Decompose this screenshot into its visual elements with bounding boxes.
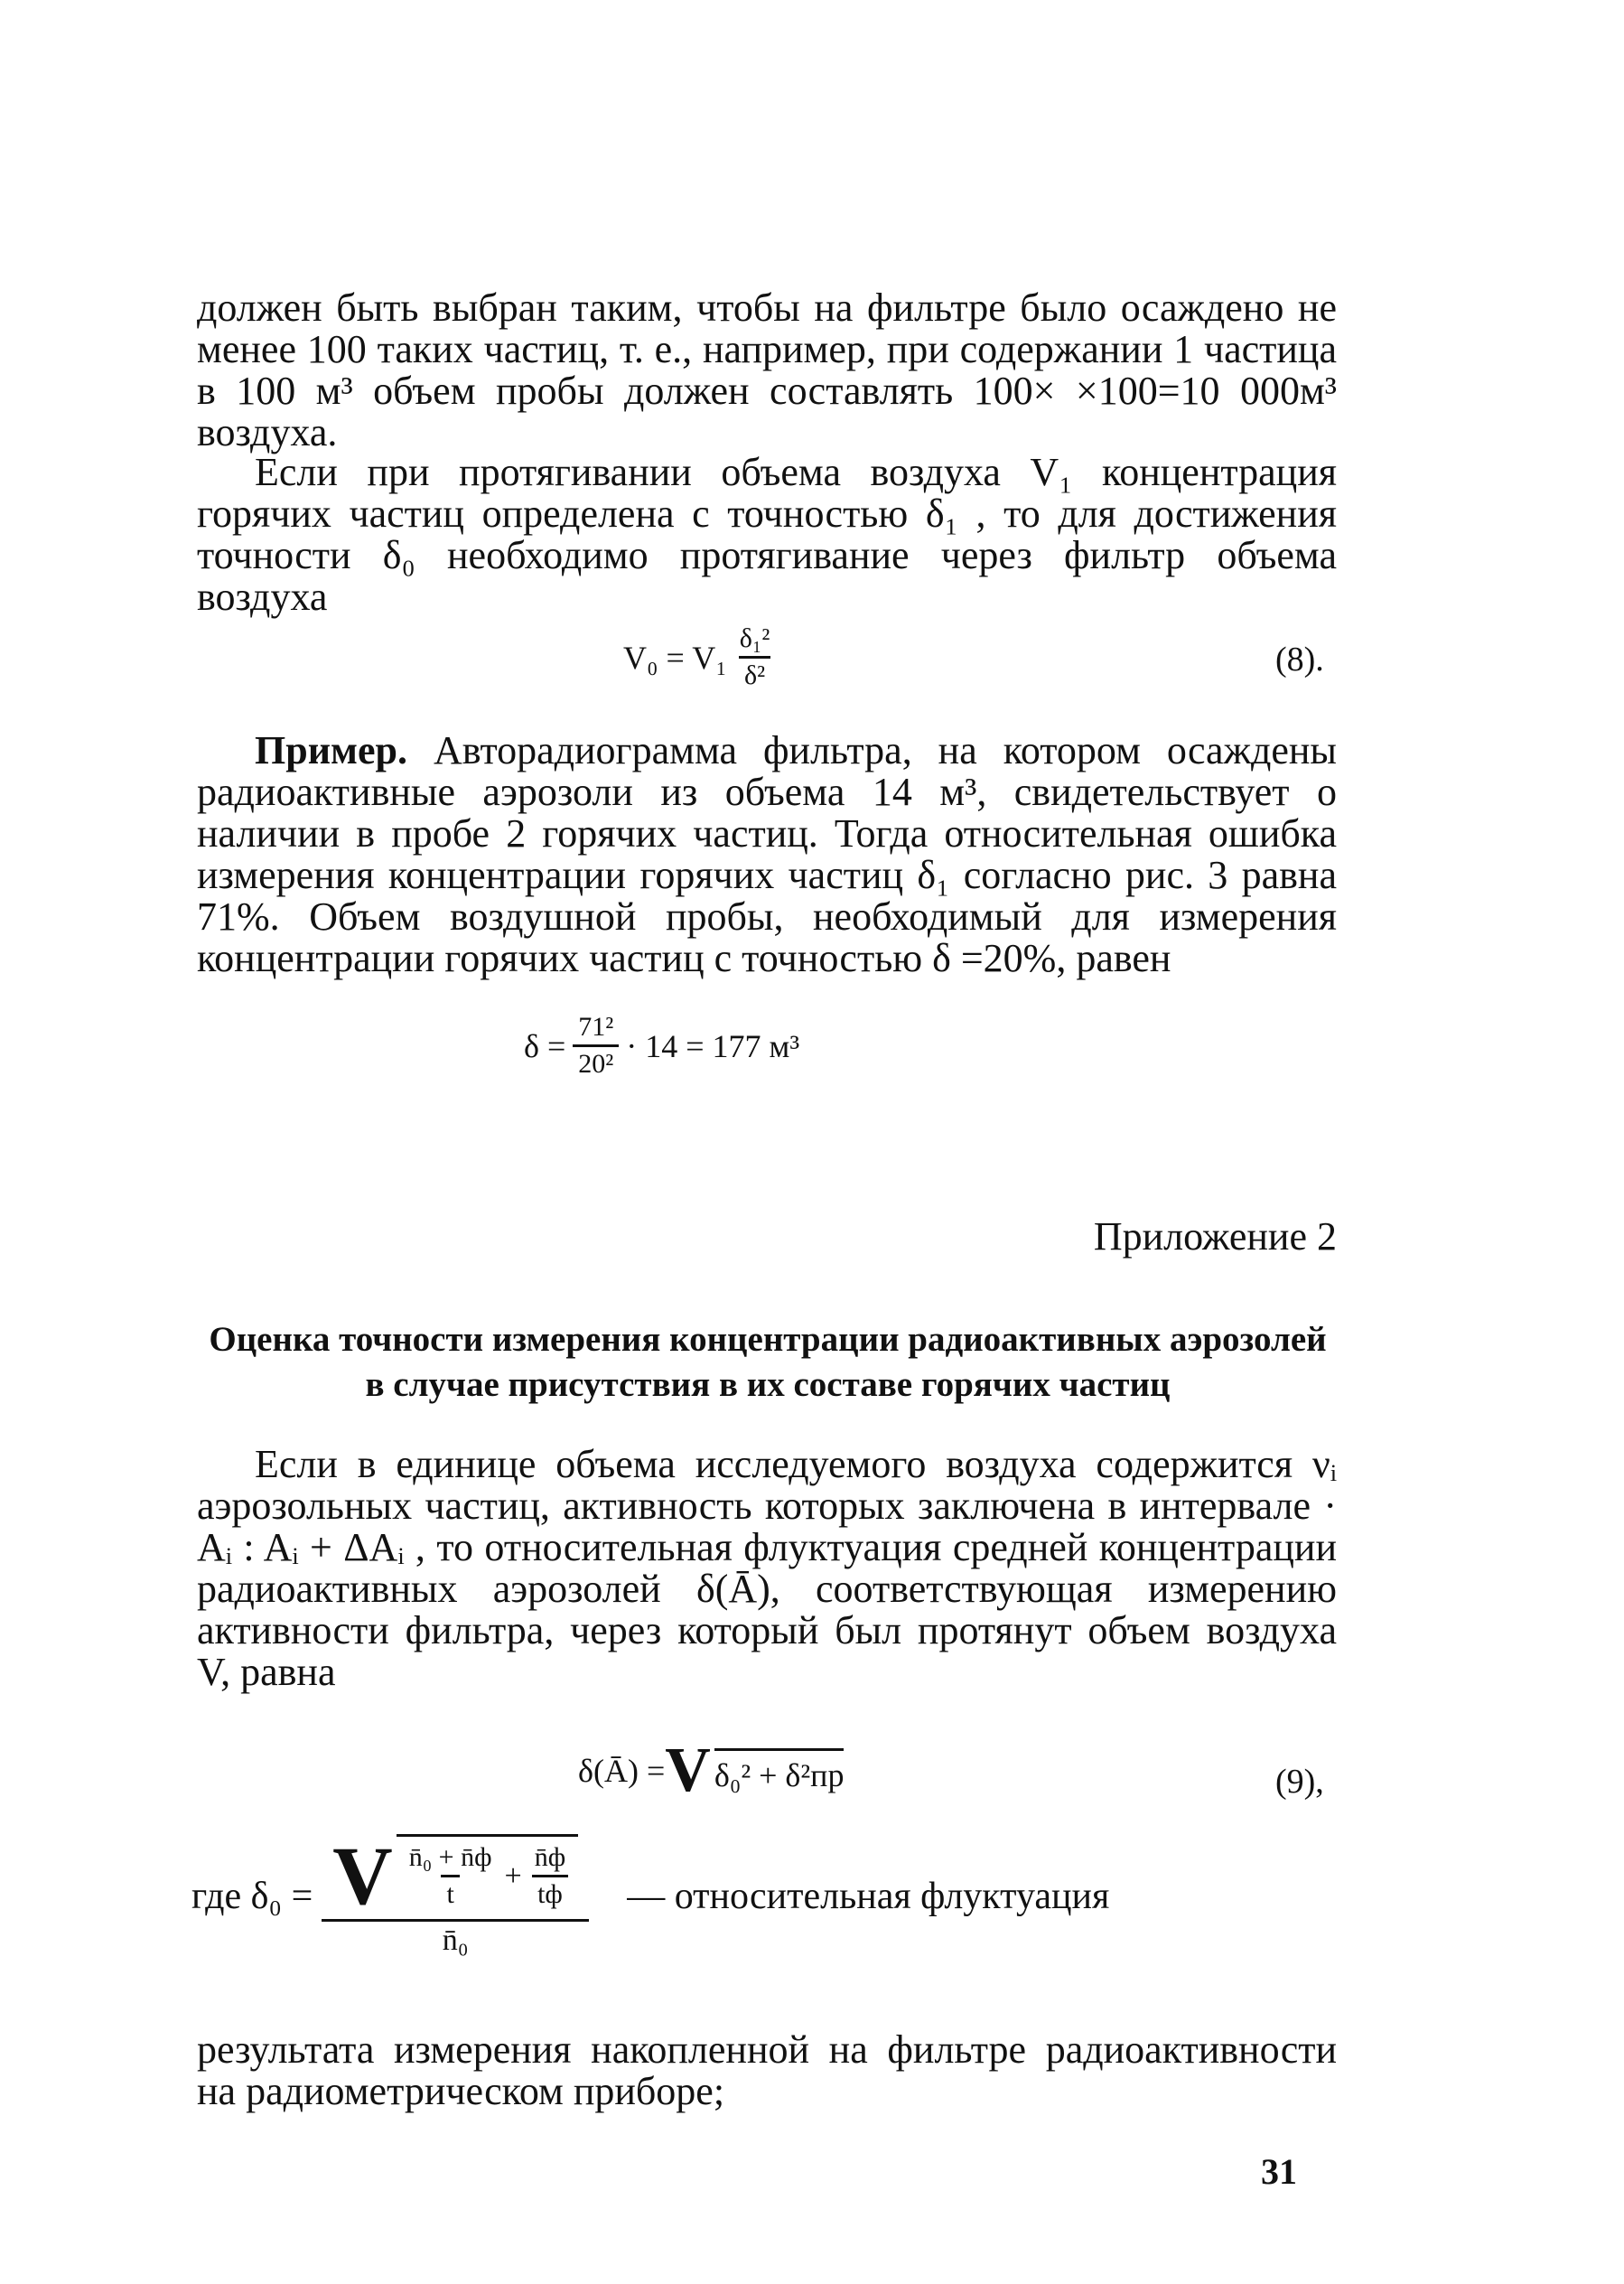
inner-fraction-1 [404, 1842, 498, 1910]
inner-fraction-2 [529, 1842, 571, 1910]
inner-fraction-2-num: n̄ф [534, 1842, 566, 1872]
formula-delta0-denominator: n̄₀ [322, 1919, 589, 1958]
formula-example-lhs: δ = [524, 1027, 566, 1064]
formula-9-lhs: δ(Ā) = [578, 1753, 666, 1789]
formula-delta0 [191, 1830, 1110, 1958]
paragraph-example [197, 730, 1337, 979]
formula-8-fraction [734, 623, 776, 691]
paragraph-section: Если в единице объема исследуемого воздуха содержится νᵢ аэрозольных частиц, активность которых заключена в интервале · Aᵢ : Aᵢ + ΔAᵢ , то относительная флуктуация средней концентрации радиоактивных аэрозолей δ(Ā), соответствующая измерению активности фильтра, через который был протянут объем воздуха V, равна [197, 1442, 1337, 1694]
page-number: 31 [1261, 2151, 1297, 2192]
inner-fraction-1-den: t [441, 1875, 459, 1910]
formula-example-numerator: 71² [578, 1012, 614, 1042]
formula-example-fraction [573, 1012, 619, 1080]
radical-icon: V [665, 1736, 711, 1805]
inner-plus: + [504, 1858, 522, 1893]
formula-8 [623, 623, 782, 691]
formula-9-radicand: δ₀² + δ²пр [714, 1748, 845, 1794]
formula-9-label: (9), [1275, 1763, 1324, 1801]
formula-delta0-numerator [327, 1830, 583, 1922]
paragraph-end: результата измерения накопленной на фильтре радиоактивности на радиометрическом приборе; [197, 2027, 1337, 2113]
appendix-label: Приложение 2 [1093, 1214, 1337, 1259]
formula-delta0-prefix: где δ₀ = [191, 1875, 313, 1917]
section-title: Оценка точности измерения концентрации радиоактивных аэрозолей в случае присутствия в их составе горячих частиц [209, 1320, 1327, 1404]
inner-fraction-2-den: tф [532, 1875, 568, 1910]
paragraph-volume: Если при протягивании объема воздуха V₁ концентрация горячих частиц определена с точностью δ₁ , то для достижения точности δ₀ необходимо протягивание через фильтр объема воздуха [197, 450, 1337, 619]
example-text: Авторадиограмма фильтра, на котором осаждены радиоактивные аэрозоли из объема 14 м³, свидетельствует о наличии в пробе 2 горячих частиц. Тогда относительная ошибка измерения концентрации горячих частиц δ₁ согласно рис. 3 равна 71%. Объем воздушной пробы, необходимый для измерения концентрации горячих частиц с точностью δ =20%, равен [197, 728, 1337, 980]
example-label: Пример. [255, 728, 408, 772]
formula-example-denominator: 20² [573, 1044, 619, 1080]
formula-example-rhs: · 14 = 177 м³ [626, 1027, 800, 1064]
formula-8-numerator: δ₁² [739, 623, 770, 653]
formula-delta0-fraction [327, 1830, 583, 1958]
formula-8-lhs: V₀ = V₁ [623, 639, 727, 676]
formula-example [524, 1012, 799, 1080]
inner-fraction-1-num: n̄₀ + n̄ф [408, 1842, 492, 1872]
formula-delta0-radicand [397, 1834, 578, 1910]
formula-delta0-suffix: — относительная флуктуация [627, 1875, 1110, 1917]
formula-8-denominator: δ² [739, 656, 770, 691]
paragraph-intro: должен быть выбран таким, чтобы на фильтре было осаждено не менее 100 таких частиц, т. е., например, при содержании 1 частица в 100 м³ объем пробы должен составлять 100× ×100=10 000м³ воздуха. [197, 286, 1337, 454]
radical-icon: V [332, 1830, 393, 1922]
formula-9 [578, 1736, 845, 1805]
formula-8-label: (8). [1275, 641, 1324, 679]
